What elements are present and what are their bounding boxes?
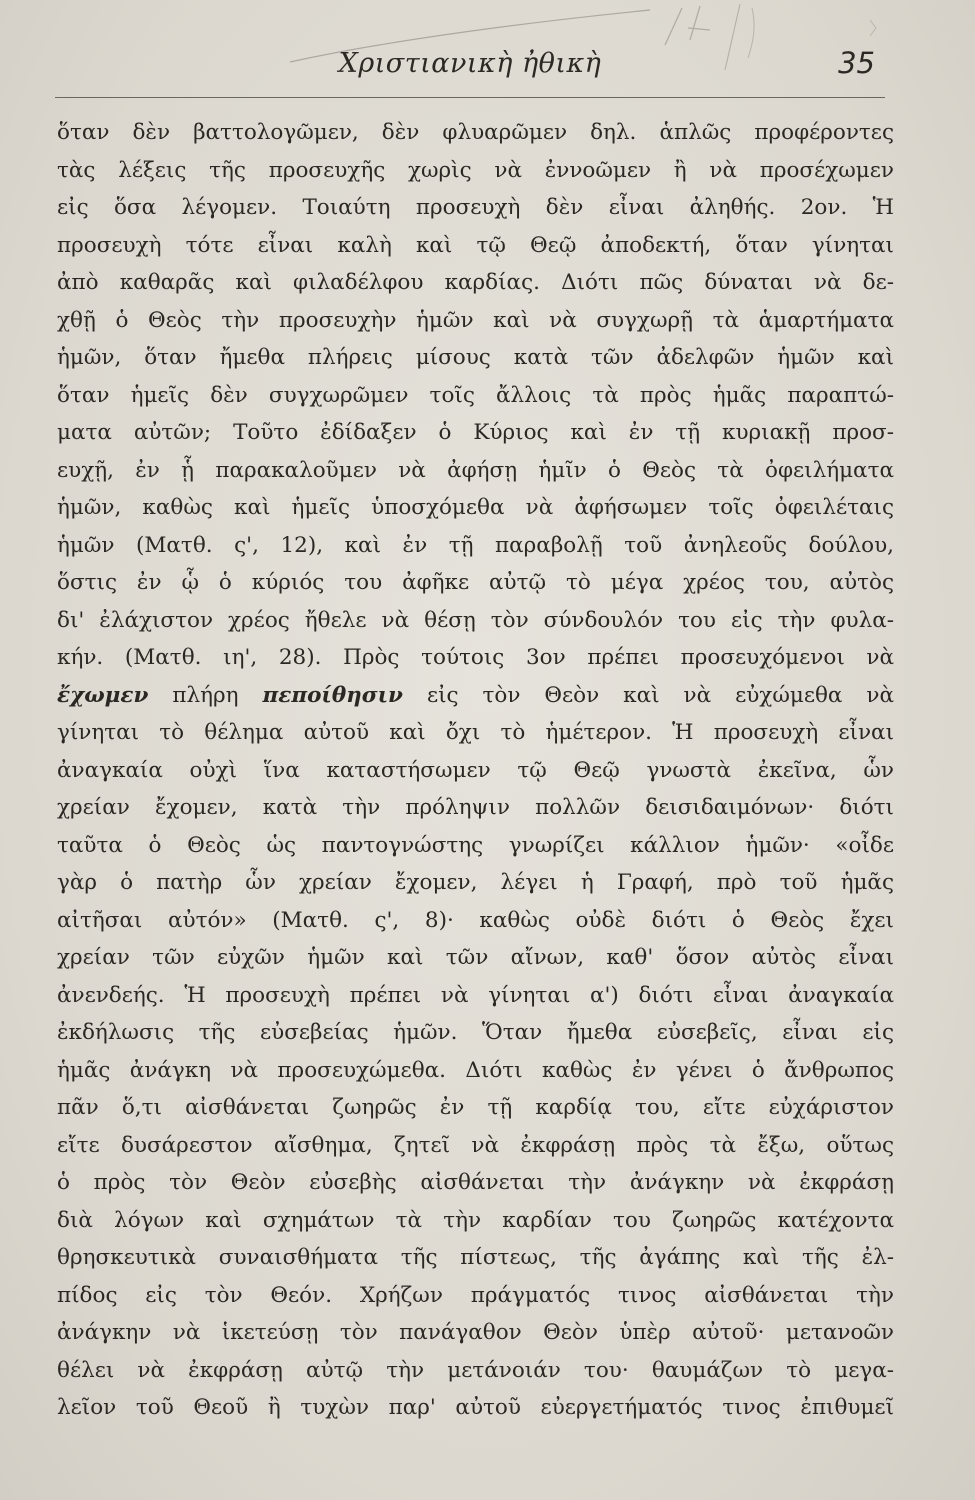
text-line: δι' ἐλάχιστον χρέος ἤθελε νὰ θέσῃ τὸν σύνδουλόν του εἰς τὴν φυλα- bbox=[57, 607, 894, 633]
text-line: ὅταν δὲν βαττολογῶμεν, δὲν φλυαρῶμεν δηλ. ἁπλῶς προφέροντες bbox=[57, 120, 894, 145]
text-line: ἡμᾶς ἀνάγκη νὰ προσευχώμεθα. Διότι καθὼς ἐν γένει ὁ ἄνθρωπος bbox=[57, 1057, 894, 1083]
text-line: χρείαν τῶν εὐχῶν ἡμῶν καὶ τῶν αἴνων, καθ' ὅσον αὐτὸς εἶναι bbox=[57, 945, 894, 970]
text-line: ἐκδήλωσις τῆς εὐσεβείας ἡμῶν. Ὅταν ἤμεθα εὐσεβεῖς, εἶναι εἰς bbox=[57, 1020, 894, 1045]
text-line: αἰτῆσαι αὐτόν» (Ματθ. ς', 8)· καθὼς οὐδὲ διότι ὁ Θεὸς ἔχει bbox=[57, 907, 894, 933]
text-line: ἀνάγκην νὰ ἱκετεύσῃ τὸν πανάγαθον Θεὸν ὑπὲρ αὐτοῦ· μετανοῶν bbox=[57, 1320, 894, 1345]
text-line: ὁ πρὸς τὸν Θεὸν εὐσεβὴς αἰσθάνεται τὴν ἀνάγκην νὰ ἐκφράσῃ bbox=[57, 1170, 894, 1195]
text-line: ὅστις ἐν ᾧ ὁ κύριός του ἀφῆκε αὐτῷ τὸ μέγα χρέος του, αὐτὸς bbox=[57, 570, 894, 595]
text-line: λεῖον τοῦ Θεοῦ ἢ τυχὼν παρ' αὐτοῦ εὐεργετήματός τινος ἐπιθυμεῖ bbox=[57, 1395, 894, 1420]
text-line: θέλει νὰ ἐκφράσῃ αὐτῷ τὴν μετάνοιάν του· θαυμάζων τὸ μεγα- bbox=[57, 1357, 894, 1383]
emphasized-word: ἔχωμεν bbox=[57, 682, 149, 708]
text-fragment: πλήρη bbox=[148, 682, 263, 708]
text-line: ἀναγκαία οὐχὶ ἵνα καταστήσωμεν τῷ Θεῷ γνωστὰ ἐκεῖνα, ὧν bbox=[57, 757, 894, 783]
header-rule bbox=[55, 97, 885, 98]
text-line: χρείαν ἔχομεν, κατὰ τὴν πρόληψιν πολλῶν δεισιδαιμόνων· διότι bbox=[57, 795, 894, 820]
body-text bbox=[57, 114, 894, 1427]
text-line: τὰς λέξεις τῆς προσευχῆς χωρὶς νὰ ἐννοῶμεν ἢ νὰ προσέχωμεν bbox=[57, 157, 894, 183]
text-line: θρησκευτικὰ συναισθήματα τῆς πίστεως, τῆς ἀγάπης καὶ τῆς ἐλ- bbox=[57, 1245, 894, 1270]
text-line: ὅταν ἡμεῖς δὲν συγχωρῶμεν τοῖς ἄλλοις τὰ πρὸς ἡμᾶς παραπτώ- bbox=[57, 382, 894, 408]
text-line: χθῇ ὁ Θεὸς τὴν προσευχὴν ἡμῶν καὶ νὰ συγχωρῇ τὰ ἁμαρτήματα bbox=[57, 307, 894, 333]
text-line: πίδος εἰς τὸν Θεόν. Χρήζων πράγματός τινος αἰσθάνεται τὴν bbox=[57, 1282, 894, 1308]
text-line: γίνηται τὸ θέλημα αὐτοῦ καὶ ὄχι τὸ ἡμέτερον. Ἡ προσευχὴ εἶναι bbox=[57, 720, 894, 745]
text-line: γὰρ ὁ πατὴρ ὧν χρείαν ἔχομεν, λέγει ἡ Γραφή, πρὸ τοῦ ἡμᾶς bbox=[57, 870, 894, 895]
running-title: Χριστιανικὴ ἠθικὴ bbox=[338, 48, 602, 79]
text-line: εἴτε δυσάρεστον αἴσθημα, ζητεῖ νὰ ἐκφράσῃ πρὸς τὰ ἔξω, οὕτως bbox=[57, 1132, 894, 1158]
text-line: ἀνενδεής. Ἡ προσευχὴ πρέπει νὰ γίνηται α') διότι εἶναι ἀναγκαία bbox=[57, 982, 894, 1008]
text-line: εἰς ὅσα λέγομεν. Τοιαύτη προσευχὴ δὲν εἶναι ἀληθής. 2ον. Ἡ bbox=[57, 195, 894, 220]
text-line: ευχῇ, ἐν ᾗ παρακαλοῦμεν νὰ ἀφήσῃ ἡμῖν ὁ Θεὸς τὰ ὀφειλήματα bbox=[57, 457, 894, 483]
text-line: κήν. (Ματθ. ιη', 28). Πρὸς τούτοις 3ον πρέπει προσευχόμενοι νὰ bbox=[57, 645, 894, 670]
emphasized-word: πεποίθησιν bbox=[262, 682, 403, 708]
text-line: πᾶν ὅ,τι αἰσθάνεται ζωηρῶς ἐν τῇ καρδίᾳ του, εἴτε εὐχάριστον bbox=[57, 1095, 894, 1120]
text-line: διὰ λόγων καὶ σχημάτων τὰ τὴν καρδίαν του ζωηρῶς κατέχοντα bbox=[57, 1207, 894, 1233]
text-fragment: εἰς τὸν Θεὸν καὶ νὰ εὐχώμεθα νὰ bbox=[402, 682, 894, 708]
text-line: ταῦτα ὁ Θεὸς ὡς παντογνώστης γνωρίζει κάλλιον ἡμῶν· «οἶδε bbox=[57, 832, 894, 858]
text-line: ἡμῶν, ὅταν ἤμεθα πλήρεις μίσους κατὰ τῶν ἀδελφῶν ἡμῶν καὶ bbox=[57, 345, 894, 370]
text-line-emphasis bbox=[57, 677, 894, 715]
text-line: προσευχὴ τότε εἶναι καλὴ καὶ τῷ Θεῷ ἀποδεκτή, ὅταν γίνηται bbox=[57, 232, 894, 258]
text-line: ματα αὐτῶν; Τοῦτο ἐδίδαξεν ὁ Κύριος καὶ ἐν τῇ κυριακῇ προσ- bbox=[57, 420, 894, 445]
text-line: ἡμῶν, καθὼς καὶ ἡμεῖς ὑποσχόμεθα νὰ ἀφήσωμεν τοῖς ὀφειλέταις bbox=[57, 495, 894, 520]
page-number: 35 bbox=[838, 46, 875, 80]
running-header bbox=[55, 40, 885, 90]
text-line: ἡμῶν (Ματθ. ς', 12), καὶ ἐν τῇ παραβολῇ τοῦ ἀνηλεοῦς δούλου, bbox=[57, 532, 894, 558]
text-line: ἀπὸ καθαρᾶς καὶ φιλαδέλφου καρδίας. Διότι πῶς δύναται νὰ δε- bbox=[57, 270, 894, 295]
